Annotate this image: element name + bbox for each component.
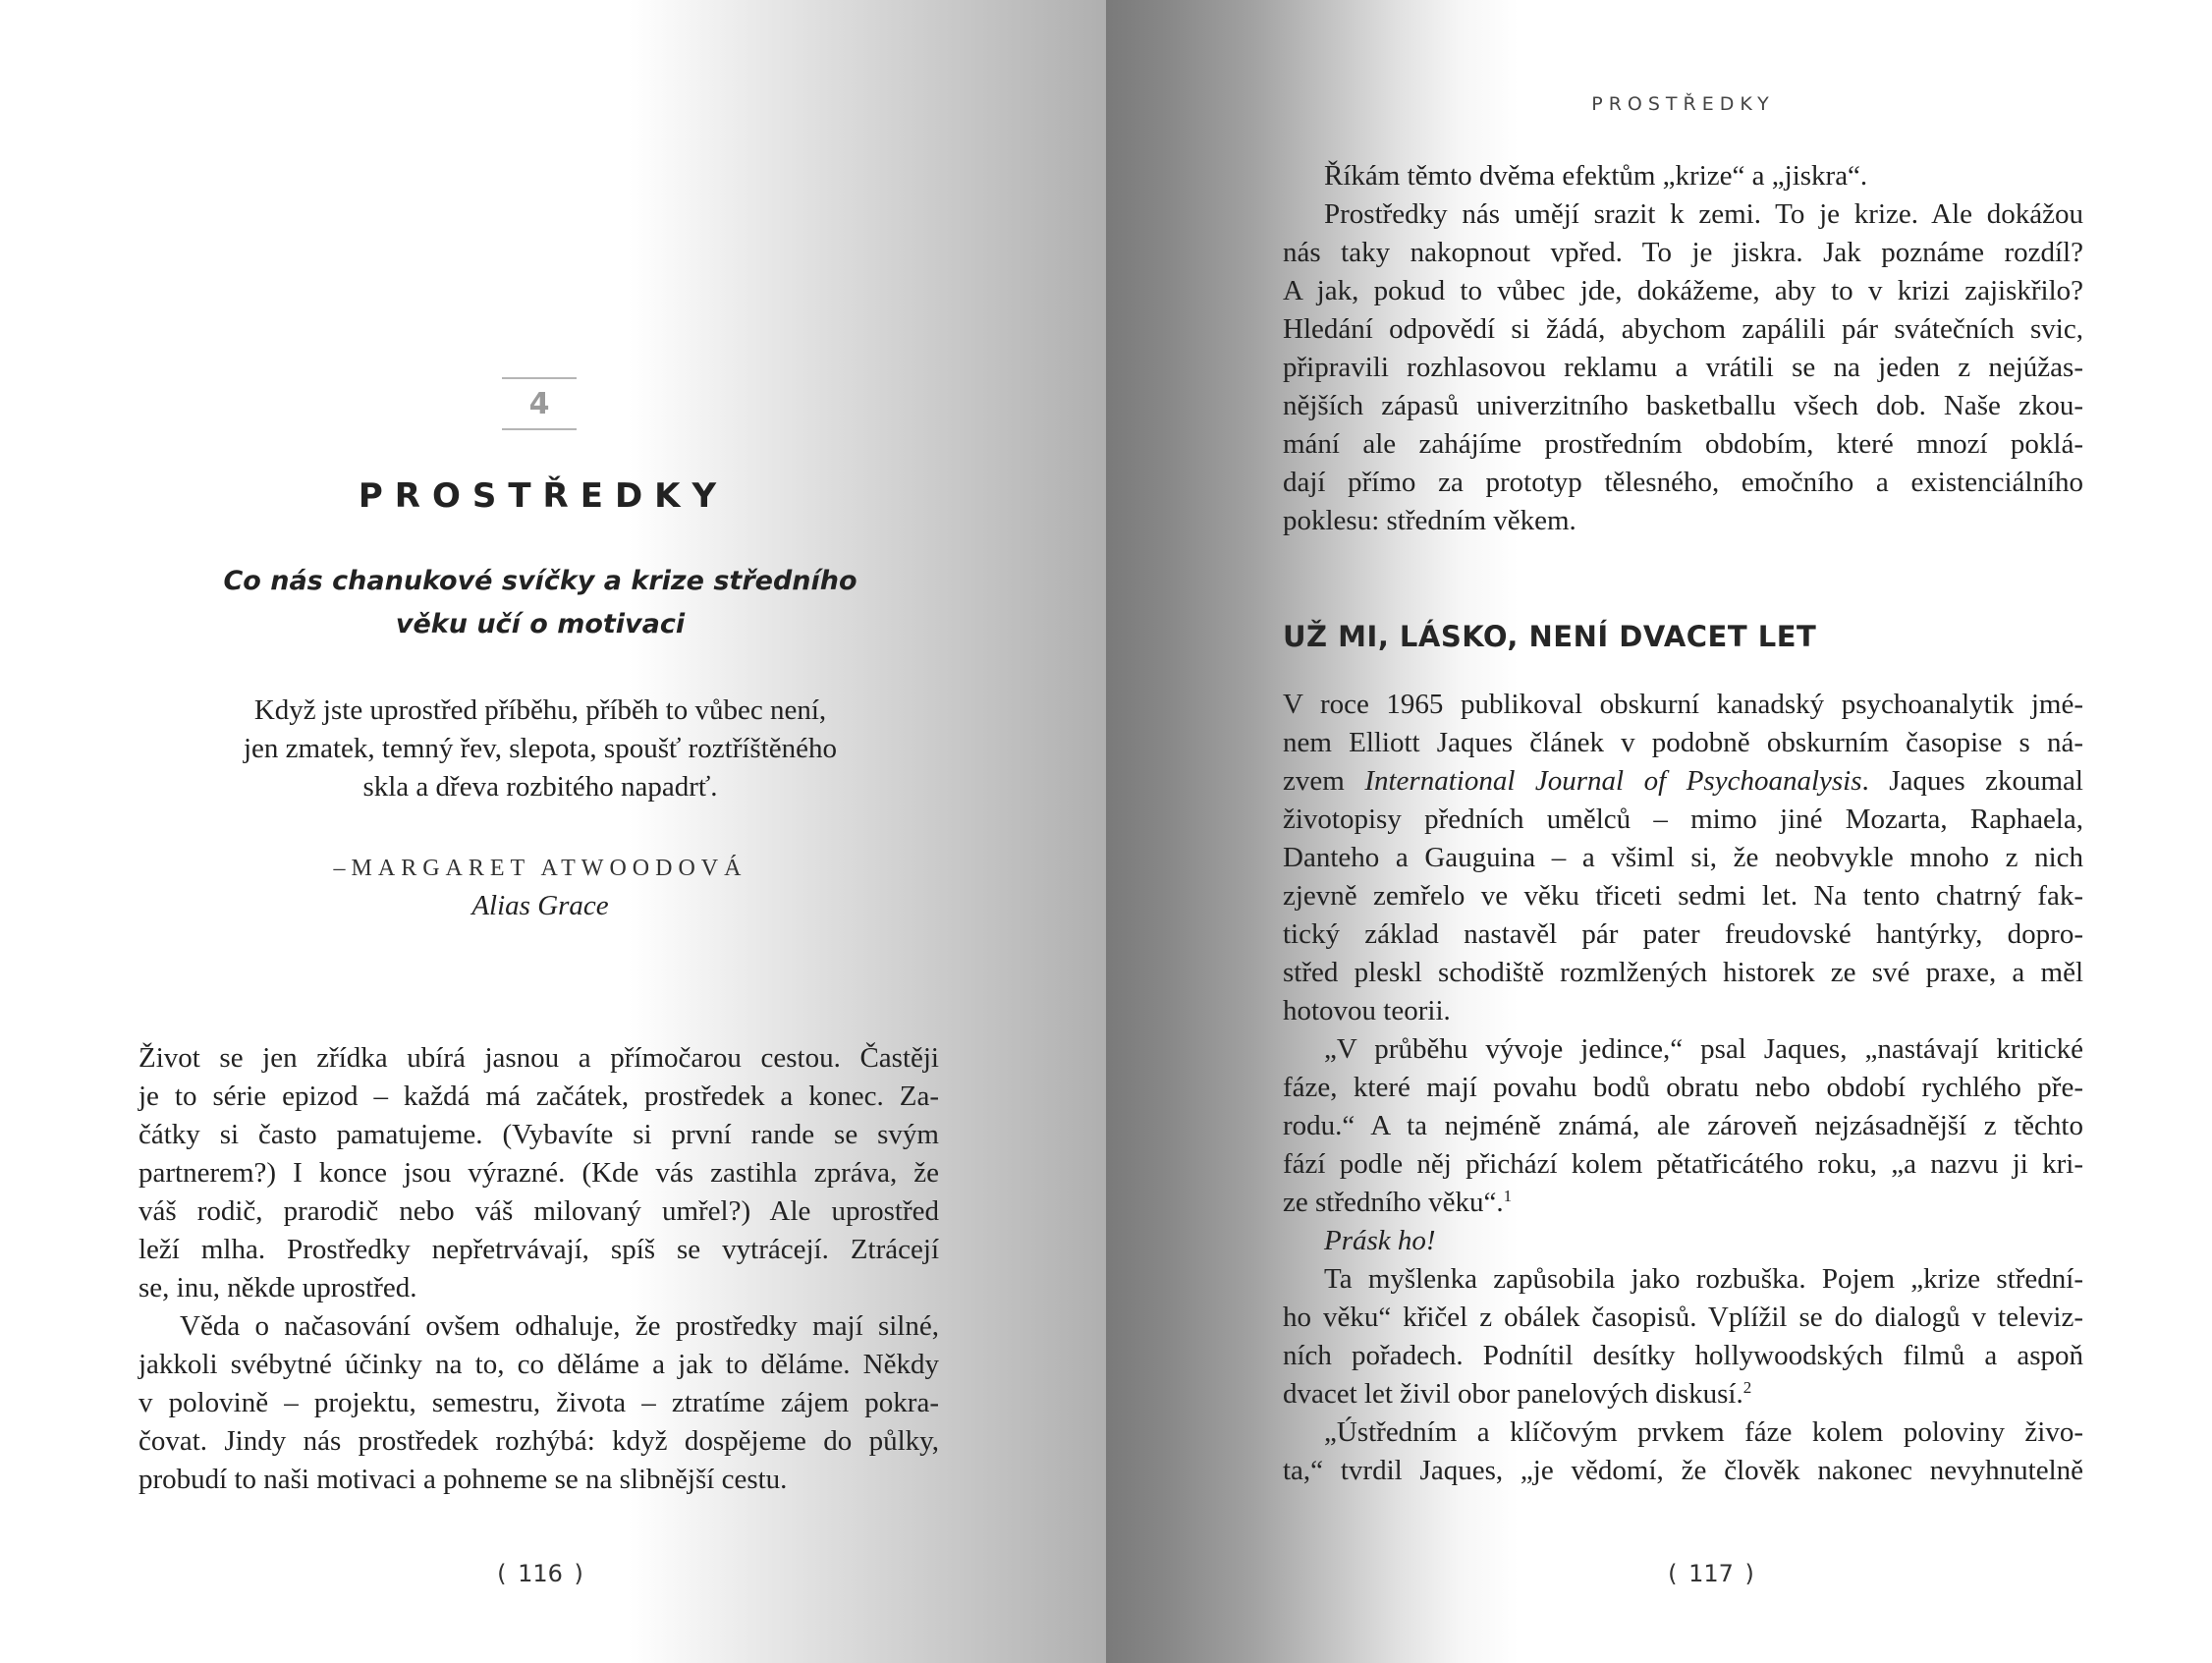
body-line: střed pleskl schodiště rozmlžených historek ze své praxe, a měl: [1283, 957, 2083, 988]
footnote-ref[interactable]: 2: [1742, 1378, 1752, 1397]
section-heading: UŽ MI, LÁSKO, NENÍ DVACET LET: [1283, 620, 1817, 653]
body-line: zjevně zemřelo ve věku třiceti sedmi let. Na tento chatrný fak-: [1283, 880, 2083, 912]
body-line: čovat. Jindy nás prostředek rozhýbá: když dospějeme do půlky,: [138, 1425, 939, 1457]
body-line: Hledání odpovědí si žádá, abychom zapálili pár svátečních svic,: [1283, 313, 2083, 345]
chapter-subtitle: [177, 560, 904, 646]
left-body-text: [138, 1039, 939, 1499]
footnote-ref[interactable]: 1: [1503, 1187, 1513, 1205]
body-line: fáze, které mají povahu bodů obratu nebo období rychlého pře-: [1283, 1072, 2083, 1103]
body-line: nás taky nakopnout vpřed. To je jiskra. Jak poznáme rozdíl?: [1283, 237, 2083, 268]
chapter-number: 4: [528, 387, 550, 421]
body-line: rodu.“ A ta nejméně známá, ale zároveň nejzásadnější z těchto: [1283, 1110, 2083, 1141]
body-line: [1283, 1375, 2083, 1414]
text-run: dvacet let živil obor panelových diskusí.: [1283, 1378, 1743, 1410]
body-line: probudí to naši motivaci a pohneme se na slibnější cestu.: [138, 1464, 788, 1495]
body-line: ho věku“ křičel z obálek časopisů. Vplížil se do dialogů v televiz-: [1283, 1302, 2083, 1333]
body-line: Ta myšlenka zapůsobila jako rozbuška. Pojem „krize střední-: [1324, 1263, 2083, 1295]
body-line: Danteho a Gauguina – a všiml si, že neobvykle mnoho z nich: [1283, 842, 2083, 873]
body-line: čátky si často pamatujeme. (Vybavíte si první rande se svým: [138, 1119, 939, 1150]
text-run: ze středního věku“.: [1283, 1187, 1504, 1218]
body-line: nějších zápasů univerzitního basketballu všech dob. Naše zkou-: [1283, 390, 2083, 421]
body-line: Věda o načasování ovšem odhaluje, že prostředky mají silné,: [180, 1310, 939, 1342]
body-line: Prostředky nás umějí srazit k zemi. To je krize. Ale dokážou: [1324, 198, 2083, 230]
body-line: partnerem?) I konce jsou výrazné. (Kde vás zastihla zpráva, že: [138, 1157, 939, 1189]
body-line: je to série epizod – každá má začátek, prostředek a konec. Za-: [138, 1081, 939, 1112]
epigraph-work: Alias Grace: [471, 890, 609, 921]
body-line: Život se jen zřídka ubírá jasnou a přímočarou cestou. Častěji: [138, 1042, 939, 1074]
body-line: připravili rozhlasovou reklamu a vrátili se na jeden z nejúžas-: [1283, 352, 2083, 383]
body-line: fází podle něj přichází kolem pětatřicátého roku, „a nazvu ji kri-: [1283, 1148, 2083, 1180]
body-line: ta,“ tvrdil Jaques, „je vědomí, že člověk nakonec nevyhnutelně: [1283, 1455, 2083, 1486]
right-intro-text: [1283, 157, 2083, 540]
body-line: „Ústředním a klíčovým prvkem fáze kolem poloviny živo-: [1324, 1416, 2083, 1448]
body-line: dají přímo za prototyp tělesného, emočního a existenciálního: [1283, 467, 2083, 498]
body-line: váš rodič, prarodič nebo váš milovaný umřel?) Ale uprostřed: [138, 1195, 939, 1227]
body-line: [1283, 1184, 2083, 1222]
body-line: životopisy předních umělců – mimo jiné Mozarta, Raphaela,: [1283, 804, 2083, 835]
body-line: se, inu, někde uprostřed.: [138, 1272, 417, 1303]
epigraph-line: jen zmatek, temný řev, slepota, spoušť roztříštěného: [243, 733, 838, 764]
chapter-number-rule-top: [502, 377, 577, 379]
body-line: [1283, 762, 2083, 801]
chapter-title: PROSTŘEDKY: [358, 476, 729, 516]
body-line: hotovou teorii.: [1283, 995, 1451, 1026]
chapter-number-rule-bottom: [502, 428, 577, 430]
body-line: leží mlha. Prostředky nepřetrvávají, spíš se vytrácejí. Ztrácejí: [138, 1234, 939, 1265]
body-line: jakkoli svébytné účinky na to, co děláme a jak to děláme. Někdy: [138, 1349, 939, 1380]
page-number-right: ( 117 ): [1668, 1560, 1754, 1587]
body-line: A jak, pokud to vůbec jde, dokážeme, aby to v krizi zajiskřilo?: [1283, 275, 2083, 306]
running-head: PROSTŘEDKY: [1591, 93, 1775, 115]
body-line: „V průběhu vývoje jedince,“ psal Jaques, „nastávají kritické: [1324, 1033, 2083, 1065]
journal-title: International Journal of Psychoanalysis: [1364, 765, 1862, 797]
body-line: v polovině – projektu, semestru, života – ztratíme zájem pokra-: [138, 1387, 939, 1418]
chapter-subtitle-line: Co nás chanukové svíčky a krize středního: [223, 566, 857, 596]
body-line: mání ale zahájíme prostředním obdobím, které mnozí poklá-: [1283, 428, 2083, 460]
text-run: . Jaques zkoumal: [1861, 765, 2083, 797]
epigraph-line: Když jste uprostřed příběhu, příběh to vůbec není,: [253, 694, 827, 726]
body-line: poklesu: středním věkem.: [1283, 505, 1576, 536]
body-line: nem Elliott Jaques článek v podobně obskurním časopise s ná-: [1283, 727, 2083, 758]
body-line: Říkám těmto dvěma efektům „krize“ a „jiskra“.: [1324, 160, 1868, 192]
body-line: V roce 1965 publikoval obskurní kanadský psychoanalytik jmé-: [1283, 689, 2083, 720]
epigraph-author: –MARGARET ATWOODOVÁ: [333, 856, 747, 881]
page-number-left: ( 116 ): [497, 1560, 583, 1587]
body-line: ních pořadech. Podnítil desítky hollywoodských filmů a aspoň: [1283, 1340, 2083, 1371]
epigraph: [177, 692, 904, 806]
epigraph-line: skla a dřeva rozbitého napadrť.: [362, 771, 718, 803]
body-line: tický základ nastavěl pár pater freudovské hantýrky, dopro-: [1283, 918, 2083, 950]
chapter-subtitle-line: věku učí o motivaci: [395, 609, 686, 639]
body-line: Prásk ho!: [1324, 1225, 1436, 1256]
text-run: zvem: [1283, 765, 1365, 797]
right-body-text: [1283, 686, 2083, 1490]
